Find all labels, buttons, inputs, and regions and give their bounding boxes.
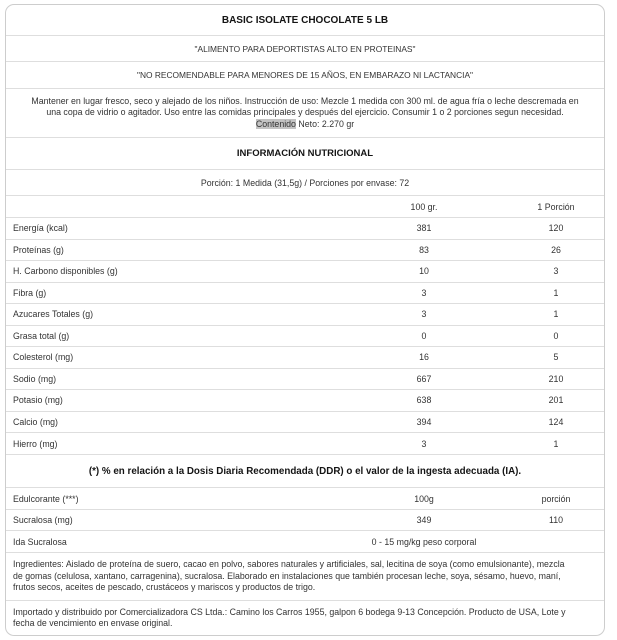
nutrient-value-100g: 10 <box>419 266 429 277</box>
ingredients-line: Ingredientes: Aislado de proteína de suero, cacao en polvo, sabores naturales y artificiales, sal, lecitina de soya (como emulsionante), mezcla <box>13 559 565 570</box>
nutrient-value-serving: 0 <box>553 330 559 341</box>
nutrition-header-row <box>6 196 604 218</box>
nutrition-heading: INFORMACIÓN NUTRICIONAL <box>236 148 374 159</box>
nutrient-label: Proteínas (g) <box>13 244 64 255</box>
nutrient-row <box>6 218 604 240</box>
nutrient-value-serving: 210 <box>548 373 564 384</box>
usage-instructions-row <box>6 89 604 138</box>
nutrient-row <box>6 326 604 348</box>
nutrient-value-100g: 394 <box>416 416 432 427</box>
nutrient-label: Energía (kcal) <box>13 223 68 234</box>
nutrient-value-100g: 381 <box>416 223 432 234</box>
nutrient-row <box>6 283 604 305</box>
sweetener-header-row <box>6 488 604 510</box>
nutrient-value-serving: 1 <box>553 287 559 298</box>
sweetener-per-serving-header: porción <box>541 493 571 504</box>
serving-info: Porción: 1 Medida (31,5g) / Porciones por envase: 72 <box>200 177 410 188</box>
ddr-footnote-row <box>6 455 604 488</box>
sucralose-value-100g: 349 <box>416 515 432 525</box>
nutrient-label: Colesterol (mg) <box>13 352 74 363</box>
nutrient-value-serving: 124 <box>548 416 564 427</box>
nutrient-row <box>6 261 604 283</box>
nutrient-label: Azucares Totales (g) <box>13 309 94 320</box>
nutrient-value-100g: 3 <box>421 438 427 449</box>
ida-value: 0 - 15 mg/kg peso corporal <box>371 536 477 547</box>
ddr-footnote: (*) % en relación a la Dosis Diaria Recomendada (DDR) o el valor de la ingesta adecuada (IA). <box>88 465 522 477</box>
ingredients-text <box>6 559 604 594</box>
nutrition-heading-row <box>6 138 604 170</box>
importer-line: Importado y distribuido por Comercializadora CS Ltda.: Camino los Carros 1955, galpon 6 bodega 9-13 Concepción. Producto de USA, Lote y <box>13 606 566 617</box>
product-title-row <box>6 5 604 36</box>
nutrition-facts-panel <box>5 4 605 636</box>
nutrient-value-100g: 667 <box>416 373 432 384</box>
ida-sucralose-row <box>6 531 604 553</box>
nutrient-row <box>6 240 604 262</box>
nutrient-value-100g: 83 <box>419 244 429 255</box>
nutrient-label: H. Carbono disponibles (g) <box>13 266 118 277</box>
instructions-line: Mantener en lugar fresco, seco y alejado de los niños. Instrucción de uso: Mezcle 1 medida con 300 ml. de agua fría o leche descremada en <box>31 95 579 106</box>
nutrient-value-100g: 3 <box>421 287 427 298</box>
instructions-line: una copa de vidrio o agitador. Uso entre las comidas principales y después del ejercicio. Consumir 1 o 2 porciones segun necesidad. <box>46 107 564 118</box>
serving-info-row <box>6 170 604 196</box>
product-claim: "ALIMENTO PARA DEPORTISTAS ALTO EN PROTEINAS" <box>194 43 416 54</box>
nutrient-value-100g: 0 <box>421 330 427 341</box>
nutrient-label: Potasio (mg) <box>13 395 63 406</box>
ida-label: Ida Sucralosa <box>13 536 67 547</box>
per-100g-header: 100 gr. <box>410 201 438 212</box>
product-warning: "NO RECOMENDABLE PARA MENORES DE 15 AÑOS, EN EMBARAZO NI LACTANCIA" <box>136 70 474 80</box>
nutrient-row <box>6 390 604 412</box>
ingredients-line: de gomas (celulosa, xantano, carragenina), sucralosa. Elaborado en instalaciones que también procesan leche, soya, sésamo, huevo, maní, <box>13 570 561 581</box>
product-claim-row <box>6 36 604 62</box>
nutrient-label: Fibra (g) <box>13 287 47 298</box>
nutrient-value-100g: 638 <box>416 395 432 406</box>
nutrient-row <box>6 433 604 455</box>
nutrient-value-100g: 16 <box>419 352 429 363</box>
nutrient-value-serving: 5 <box>553 352 559 363</box>
nutrient-value-100g: 3 <box>421 309 427 320</box>
product-warning-row <box>6 62 604 89</box>
nutrient-value-serving: 120 <box>548 223 564 234</box>
per-serving-header: 1 Porción <box>537 201 575 212</box>
importer-row <box>6 601 604 635</box>
nutrient-row <box>6 412 604 434</box>
nutrient-label: Hierro (mg) <box>13 438 58 449</box>
sucralose-value-serving: 110 <box>548 515 564 525</box>
net-content-value: Neto: 2.270 gr <box>295 118 355 129</box>
sucralose-row <box>6 510 604 531</box>
nutrient-row <box>6 369 604 391</box>
nutrient-value-serving: 201 <box>548 395 564 406</box>
net-content-line <box>12 119 598 131</box>
importer-text <box>6 607 604 630</box>
sweetener-per-100g-header: 100g <box>414 493 434 504</box>
usage-instructions <box>6 96 604 131</box>
nutrient-label: Grasa total (g) <box>13 330 70 341</box>
nutrient-row <box>6 347 604 369</box>
sweetener-label: Edulcorante (***) <box>13 493 79 504</box>
nutrient-value-serving: 26 <box>551 244 561 255</box>
highlighted-text: Contenido <box>255 118 296 129</box>
ingredients-line: frutos secos, aceites de pescado, crustáceos y mariscos y productos de trigo. <box>13 582 316 593</box>
nutrient-value-serving: 1 <box>553 309 559 320</box>
nutrient-value-serving: 1 <box>553 438 559 449</box>
sucralose-label: Sucralosa (mg) <box>13 515 73 525</box>
nutrient-label: Calcio (mg) <box>13 416 58 427</box>
nutrient-row <box>6 304 604 326</box>
product-title: BASIC ISOLATE CHOCOLATE 5 LB <box>221 14 389 26</box>
nutrient-label: Sodio (mg) <box>13 373 57 384</box>
importer-line: fecha de vencimiento en envase original. <box>13 618 173 628</box>
nutrient-value-serving: 3 <box>553 266 559 277</box>
ingredients-row <box>6 553 604 601</box>
